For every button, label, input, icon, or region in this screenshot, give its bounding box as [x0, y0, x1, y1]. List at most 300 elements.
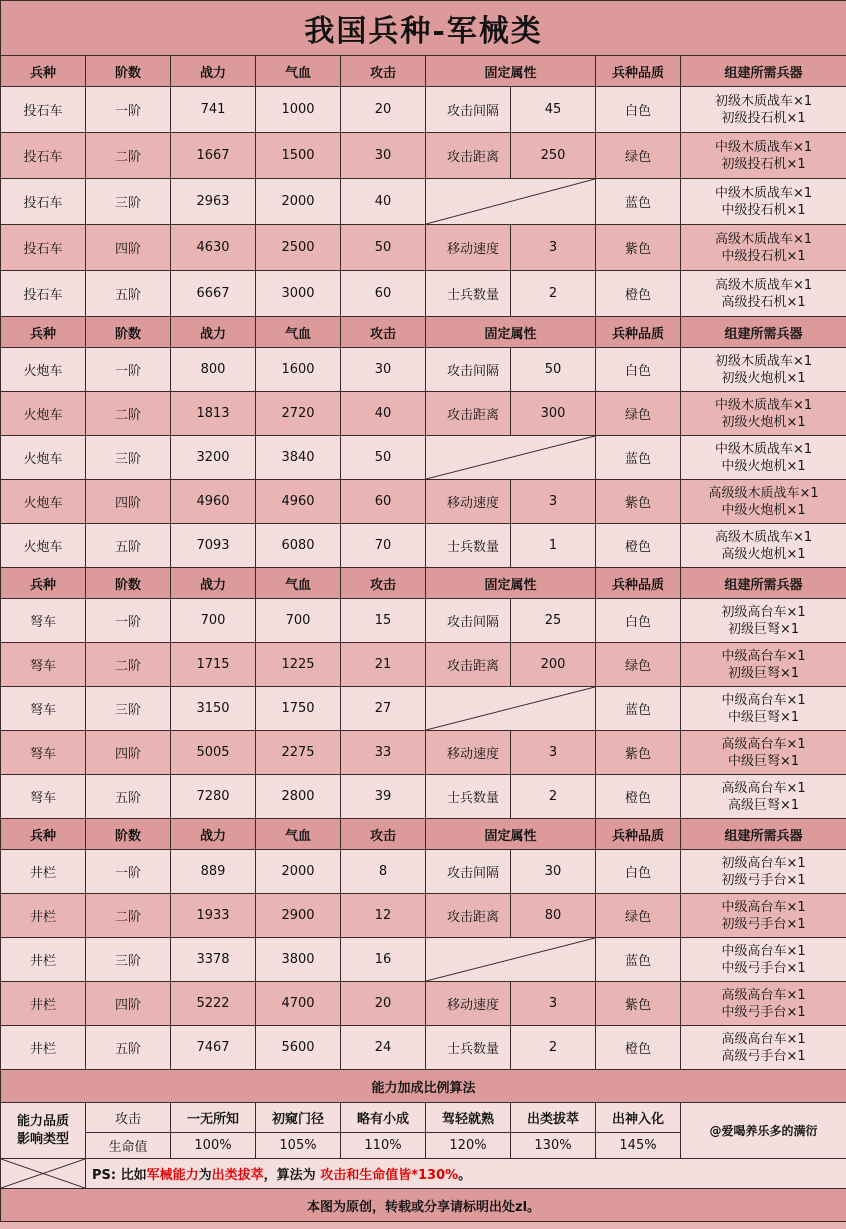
header-required-weapons: 组建所需兵器 [681, 819, 846, 850]
required-weapons [681, 348, 846, 392]
required-weapons [681, 436, 846, 480]
unit-name: 井栏 [1, 982, 86, 1026]
quality: 白色 [596, 348, 681, 392]
required-weapons [681, 271, 846, 317]
power-value: 7467 [171, 1026, 256, 1070]
power-value: 700 [171, 599, 256, 643]
power-value: 1813 [171, 392, 256, 436]
header-hp: 气血 [256, 317, 341, 348]
empty-attr-cell [426, 687, 596, 731]
fixed-attr-value: 50 [511, 348, 596, 392]
table-row [1, 894, 846, 938]
tier: 一阶 [86, 348, 171, 392]
tier: 三阶 [86, 179, 171, 225]
level-4-percent: 120% [426, 1133, 511, 1159]
header-attack: 攻击 [341, 568, 426, 599]
table-row [1, 643, 846, 687]
attack-value: 15 [341, 599, 426, 643]
bonus-section-title: 能力加成比例算法 [1, 1070, 846, 1103]
power-value: 3200 [171, 436, 256, 480]
header-unit: 兵种 [1, 819, 86, 850]
required-weapons [681, 392, 846, 436]
attack-value: 60 [341, 271, 426, 317]
required-weapons [681, 133, 846, 179]
required-weapons [681, 599, 846, 643]
unit-name: 弩车 [1, 643, 86, 687]
unit-name: 弩车 [1, 775, 86, 819]
level-1-label: 一无所知 [171, 1103, 256, 1133]
fixed-attr-value: 300 [511, 392, 596, 436]
hp-value: 1000 [256, 87, 341, 133]
fixed-attr-label: 攻击间隔 [426, 599, 511, 643]
empty-attr-cell [426, 179, 596, 225]
empty-attr-cell [426, 938, 596, 982]
quality: 蓝色 [596, 938, 681, 982]
header-hp: 气血 [256, 56, 341, 87]
required-weapon-1: 中级木质战车×1 [714, 441, 813, 457]
power-value: 800 [171, 348, 256, 392]
table-row [1, 225, 846, 271]
diagonal-line [426, 687, 595, 730]
required-weapon-1: 中级高台车×1 [721, 648, 806, 664]
table-row [1, 480, 846, 524]
fixed-attr-label: 士兵数量 [426, 271, 511, 317]
level-2-label: 初窥门径 [256, 1103, 341, 1133]
author-credit: @爱喝养乐多的满衍 [681, 1103, 846, 1159]
attack-value: 24 [341, 1026, 426, 1070]
required-weapon-2: 中级巨弩×1 [727, 709, 800, 725]
fixed-attr-label: 士兵数量 [426, 775, 511, 819]
header-attack: 攻击 [341, 819, 426, 850]
table-header-row [1, 568, 846, 599]
attack-value: 8 [341, 850, 426, 894]
table-row [1, 87, 846, 133]
fixed-attr-value: 250 [511, 133, 596, 179]
ps-highlight-3: 攻击和生命值皆*130% [320, 1168, 459, 1183]
required-weapon-2: 高级火炮机×1 [721, 546, 806, 562]
tier: 五阶 [86, 775, 171, 819]
unit-name: 井栏 [1, 894, 86, 938]
table-row [1, 982, 846, 1026]
power-value: 7093 [171, 524, 256, 568]
fixed-attr-label: 攻击间隔 [426, 348, 511, 392]
quality: 白色 [596, 87, 681, 133]
required-weapon-2: 中级火炮机×1 [721, 458, 806, 474]
fixed-attr-value: 200 [511, 643, 596, 687]
table-header-row [1, 56, 846, 87]
attack-value: 20 [341, 87, 426, 133]
attack-value: 70 [341, 524, 426, 568]
quality: 绿色 [596, 894, 681, 938]
required-weapons [681, 179, 846, 225]
table-row [1, 524, 846, 568]
header-hp: 气血 [256, 568, 341, 599]
table-row [1, 392, 846, 436]
unit-name: 井栏 [1, 938, 86, 982]
power-value: 6667 [171, 271, 256, 317]
header-attack: 攻击 [341, 56, 426, 87]
header-fixed-attr: 固定属性 [426, 568, 596, 599]
table-header-row [1, 819, 846, 850]
required-weapon-1: 初级高台车×1 [721, 604, 806, 620]
quality: 紫色 [596, 982, 681, 1026]
tier: 四阶 [86, 731, 171, 775]
quality: 橙色 [596, 271, 681, 317]
hp-value: 4960 [256, 480, 341, 524]
fixed-attr-label: 攻击间隔 [426, 87, 511, 133]
ps-mid-1: 为 [198, 1168, 212, 1183]
level-3-label: 略有小成 [341, 1103, 426, 1133]
header-power: 战力 [171, 317, 256, 348]
fixed-attr-label: 士兵数量 [426, 1026, 511, 1070]
hp-value: 1500 [256, 133, 341, 179]
tier: 三阶 [86, 938, 171, 982]
required-weapon-1: 高级级木质战车×1 [708, 485, 819, 501]
tier: 一阶 [86, 599, 171, 643]
hp-value: 1750 [256, 687, 341, 731]
unit-name: 投石车 [1, 225, 86, 271]
fixed-attr-value: 2 [511, 271, 596, 317]
power-value: 1933 [171, 894, 256, 938]
power-value: 1667 [171, 133, 256, 179]
header-required-weapons: 组建所需兵器 [681, 56, 846, 87]
power-value: 3150 [171, 687, 256, 731]
required-weapon-1: 高级高台车×1 [721, 1031, 806, 1047]
diagonal-line [426, 179, 595, 224]
power-value: 3378 [171, 938, 256, 982]
required-weapon-2: 初级巨弩×1 [727, 665, 800, 681]
fixed-attr-label: 攻击间隔 [426, 850, 511, 894]
power-value: 2963 [171, 179, 256, 225]
fixed-attr-value: 3 [511, 731, 596, 775]
table-row [1, 850, 846, 894]
ps-suffix: 。 [458, 1168, 472, 1183]
table-row [1, 348, 846, 392]
required-weapons [681, 1026, 846, 1070]
quality: 紫色 [596, 731, 681, 775]
required-weapon-2: 中级投石机×1 [721, 248, 806, 264]
fixed-attr-label: 移动速度 [426, 982, 511, 1026]
required-weapon-1: 初级木质战车×1 [714, 353, 813, 369]
fixed-attr-value: 3 [511, 982, 596, 1026]
fixed-attr-value: 45 [511, 87, 596, 133]
ps-mid-2: ，算法为 [263, 1168, 321, 1183]
tier: 二阶 [86, 894, 171, 938]
header-unit: 兵种 [1, 56, 86, 87]
quality: 绿色 [596, 643, 681, 687]
table-row [1, 133, 846, 179]
fixed-attr-label: 攻击距离 [426, 894, 511, 938]
header-fixed-attr: 固定属性 [426, 819, 596, 850]
required-weapon-1: 中级木质战车×1 [714, 139, 813, 155]
level-3-percent: 110% [341, 1133, 426, 1159]
type-label-line-1: 能力品质 [16, 1113, 69, 1129]
required-weapon-1: 中级高台车×1 [721, 899, 806, 915]
tier: 五阶 [86, 524, 171, 568]
required-weapon-1: 高级高台车×1 [721, 736, 806, 752]
header-quality: 兵种品质 [596, 819, 681, 850]
required-weapon-2: 高级巨弩×1 [727, 797, 800, 813]
attack-value: 27 [341, 687, 426, 731]
fixed-attr-value: 80 [511, 894, 596, 938]
required-weapon-1: 中级高台车×1 [721, 692, 806, 708]
header-quality: 兵种品质 [596, 56, 681, 87]
attack-value: 33 [341, 731, 426, 775]
tier: 一阶 [86, 87, 171, 133]
required-weapon-1: 中级木质战车×1 [714, 185, 813, 201]
level-5-percent: 130% [511, 1133, 596, 1159]
required-weapon-1: 高级高台车×1 [721, 987, 806, 1003]
attack-value: 40 [341, 179, 426, 225]
required-weapons [681, 480, 846, 524]
required-weapon-2: 初级弓手台×1 [721, 916, 806, 932]
tier: 二阶 [86, 643, 171, 687]
required-weapon-1: 高级木质战车×1 [714, 231, 813, 247]
quality: 白色 [596, 850, 681, 894]
hp-value: 2000 [256, 179, 341, 225]
hp-value: 2720 [256, 392, 341, 436]
unit-name: 火炮车 [1, 524, 86, 568]
cross-lines [1, 1159, 85, 1188]
table-row [1, 179, 846, 225]
header-quality: 兵种品质 [596, 568, 681, 599]
fixed-attr-label: 移动速度 [426, 731, 511, 775]
attack-value: 30 [341, 348, 426, 392]
header-unit: 兵种 [1, 568, 86, 599]
header-quality: 兵种品质 [596, 317, 681, 348]
hp-value: 5600 [256, 1026, 341, 1070]
bonus-section-row [1, 1070, 846, 1103]
table-row [1, 938, 846, 982]
required-weapon-2: 初级投石机×1 [721, 110, 806, 126]
unit-name: 火炮车 [1, 348, 86, 392]
empty-x-cell [1, 1159, 86, 1189]
required-weapon-1: 高级高台车×1 [721, 780, 806, 796]
required-weapon-1: 初级木质战车×1 [714, 93, 813, 109]
power-value: 741 [171, 87, 256, 133]
tier: 四阶 [86, 982, 171, 1026]
required-weapon-2: 高级弓手台×1 [721, 1048, 806, 1064]
level-1-percent: 100% [171, 1133, 256, 1159]
attack-value: 21 [341, 643, 426, 687]
table-row [1, 599, 846, 643]
hp-value: 2000 [256, 850, 341, 894]
unit-name: 火炮车 [1, 436, 86, 480]
required-weapons [681, 687, 846, 731]
header-fixed-attr: 固定属性 [426, 317, 596, 348]
unit-name: 弩车 [1, 599, 86, 643]
hp-value: 4700 [256, 982, 341, 1026]
attack-value: 60 [341, 480, 426, 524]
required-weapon-2: 中级巨弩×1 [727, 753, 800, 769]
quality: 橙色 [596, 775, 681, 819]
required-weapons [681, 524, 846, 568]
quality: 橙色 [596, 524, 681, 568]
power-value: 7280 [171, 775, 256, 819]
unit-name: 投石车 [1, 133, 86, 179]
page-title: 我国兵种-军械类 [1, 1, 846, 56]
attack-value: 16 [341, 938, 426, 982]
hp-value: 3000 [256, 271, 341, 317]
bonus-stat-1: 攻击 [86, 1103, 171, 1133]
fixed-attr-label: 士兵数量 [426, 524, 511, 568]
table-row [1, 687, 846, 731]
unit-name: 投石车 [1, 87, 86, 133]
ps-highlight-1: 军械能力 [146, 1168, 199, 1183]
quality: 蓝色 [596, 179, 681, 225]
required-weapons [681, 894, 846, 938]
type-label-line-2: 影响类型 [16, 1131, 69, 1147]
bonus-stat-2: 生命值 [86, 1133, 171, 1159]
hp-value: 1600 [256, 348, 341, 392]
tier: 三阶 [86, 436, 171, 480]
header-power: 战力 [171, 819, 256, 850]
fixed-attr-value: 30 [511, 850, 596, 894]
attack-value: 12 [341, 894, 426, 938]
ps-highlight-2: 出类拔萃 [211, 1168, 264, 1183]
attack-value: 50 [341, 225, 426, 271]
tier: 二阶 [86, 133, 171, 179]
hp-value: 3840 [256, 436, 341, 480]
quality: 紫色 [596, 225, 681, 271]
required-weapons [681, 87, 846, 133]
unit-name: 投石车 [1, 271, 86, 317]
tier: 四阶 [86, 480, 171, 524]
required-weapon-1: 初级高台车×1 [721, 855, 806, 871]
ps-note [86, 1159, 846, 1189]
footer-note: 本图为原创，转载或分享请标明出处zl。 [1, 1189, 846, 1222]
hp-value: 700 [256, 599, 341, 643]
attack-value: 30 [341, 133, 426, 179]
unit-name: 井栏 [1, 850, 86, 894]
table-row [1, 436, 846, 480]
fixed-attr-value: 2 [511, 775, 596, 819]
bonus-levels-row [1, 1103, 846, 1133]
header-power: 战力 [171, 568, 256, 599]
required-weapon-2: 初级投石机×1 [721, 156, 806, 172]
header-unit: 兵种 [1, 317, 86, 348]
unit-name: 井栏 [1, 1026, 86, 1070]
power-value: 5222 [171, 982, 256, 1026]
required-weapon-1: 中级高台车×1 [721, 943, 806, 959]
header-tier: 阶数 [86, 568, 171, 599]
required-weapon-2: 初级巨弩×1 [727, 621, 800, 637]
fixed-attr-value: 3 [511, 225, 596, 271]
table-header-row [1, 317, 846, 348]
quality: 蓝色 [596, 687, 681, 731]
table-row [1, 271, 846, 317]
tier: 四阶 [86, 225, 171, 271]
attack-value: 40 [341, 392, 426, 436]
required-weapons [681, 731, 846, 775]
header-required-weapons: 组建所需兵器 [681, 317, 846, 348]
empty-attr-cell [426, 436, 596, 480]
ps-prefix: PS: 比如 [92, 1168, 147, 1183]
required-weapon-2: 初级弓手台×1 [721, 872, 806, 888]
hp-value: 1225 [256, 643, 341, 687]
fixed-attr-label: 攻击距离 [426, 392, 511, 436]
level-5-label: 出类拔萃 [511, 1103, 596, 1133]
required-weapons [681, 643, 846, 687]
fixed-attr-label: 攻击距离 [426, 133, 511, 179]
quality: 白色 [596, 599, 681, 643]
fixed-attr-label: 移动速度 [426, 480, 511, 524]
required-weapon-2: 初级火炮机×1 [721, 414, 806, 430]
power-value: 1715 [171, 643, 256, 687]
tier: 五阶 [86, 1026, 171, 1070]
table-row [1, 1026, 846, 1070]
required-weapon-2: 中级投石机×1 [721, 202, 806, 218]
attack-value: 39 [341, 775, 426, 819]
required-weapon-2: 中级火炮机×1 [721, 502, 806, 518]
power-value: 889 [171, 850, 256, 894]
header-tier: 阶数 [86, 819, 171, 850]
attack-value: 20 [341, 982, 426, 1026]
fixed-attr-value: 25 [511, 599, 596, 643]
level-6-percent: 145% [596, 1133, 681, 1159]
unit-name: 火炮车 [1, 480, 86, 524]
footer-row [1, 1189, 846, 1222]
tier: 三阶 [86, 687, 171, 731]
required-weapon-1: 高级木质战车×1 [714, 529, 813, 545]
hp-value: 2800 [256, 775, 341, 819]
fixed-attr-label: 移动速度 [426, 225, 511, 271]
quality: 橙色 [596, 1026, 681, 1070]
header-tier: 阶数 [86, 56, 171, 87]
quality: 蓝色 [596, 436, 681, 480]
level-6-label: 出神入化 [596, 1103, 681, 1133]
required-weapons [681, 938, 846, 982]
required-weapon-2: 中级弓手台×1 [721, 1004, 806, 1020]
header-attack: 攻击 [341, 317, 426, 348]
hp-value: 6080 [256, 524, 341, 568]
power-value: 4630 [171, 225, 256, 271]
power-value: 4960 [171, 480, 256, 524]
quality: 绿色 [596, 133, 681, 179]
header-tier: 阶数 [86, 317, 171, 348]
required-weapons [681, 225, 846, 271]
header-power: 战力 [171, 56, 256, 87]
ps-row [1, 1159, 846, 1189]
required-weapons [681, 775, 846, 819]
level-2-percent: 105% [256, 1133, 341, 1159]
header-hp: 气血 [256, 819, 341, 850]
table-row [1, 731, 846, 775]
header-required-weapons: 组建所需兵器 [681, 568, 846, 599]
fixed-attr-value: 1 [511, 524, 596, 568]
power-value: 5005 [171, 731, 256, 775]
required-weapons [681, 850, 846, 894]
attack-value: 50 [341, 436, 426, 480]
diagonal-line [426, 938, 595, 981]
hp-value: 2275 [256, 731, 341, 775]
required-weapons [681, 982, 846, 1026]
required-weapon-1: 中级木质战车×1 [714, 397, 813, 413]
required-weapon-2: 中级弓手台×1 [721, 960, 806, 976]
hp-value: 3800 [256, 938, 341, 982]
unit-name: 弩车 [1, 731, 86, 775]
unit-name: 火炮车 [1, 392, 86, 436]
table-row [1, 775, 846, 819]
tier: 二阶 [86, 392, 171, 436]
diagonal-line [426, 436, 595, 479]
unit-name: 投石车 [1, 179, 86, 225]
hp-value: 2900 [256, 894, 341, 938]
hp-value: 2500 [256, 225, 341, 271]
header-fixed-attr: 固定属性 [426, 56, 596, 87]
fixed-attr-value: 3 [511, 480, 596, 524]
quality: 绿色 [596, 392, 681, 436]
